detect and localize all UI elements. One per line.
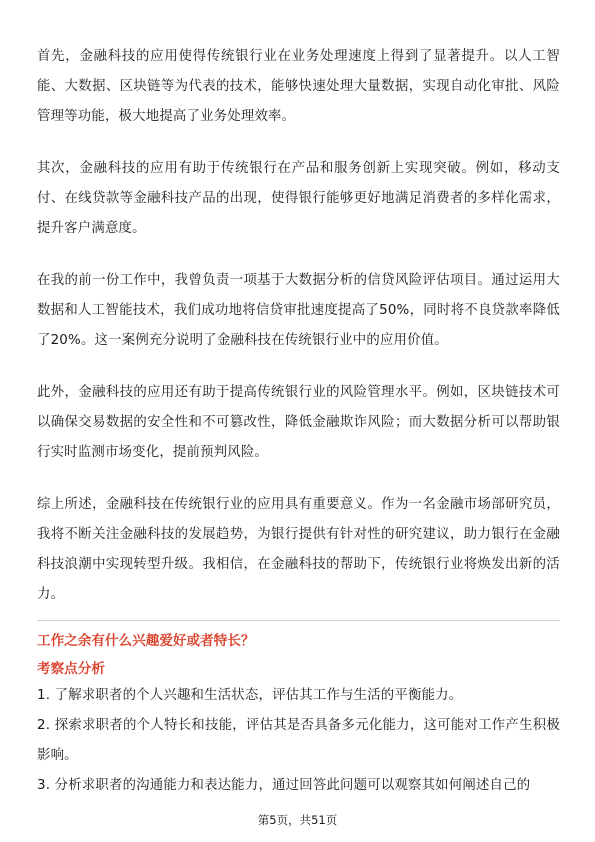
page-content	[37, 42, 560, 801]
paragraph-experience: 在我的前一份工作中，我曾负责一项基于大数据分析的信贷风险评估项目。通过运用大数据和人工智能技术，我们成功地将信贷审批速度提高了50%，同时将不良贷款率降低了20%。这一案例充分说明了金融科技在传统银行业中的应用价值。	[37, 273, 560, 348]
analysis-item: 1. 了解求职者的个人兴趣和生活状态，评估其工作与生活的平衡能力。	[37, 688, 463, 703]
page-number: 第5页，共51页	[257, 813, 338, 827]
paragraph-conclusion: 综上所述，金融科技在传统银行业的应用具有重要意义。作为一名金融市场部研究员，我将不断关注金融科技的发展趋势，为银行提供有针对性的研究建议，助力银行在金融科技浪潮中实现转型升级。我相信，在金融科技的帮助下，传统银行业将焕发出新的活力。	[37, 497, 560, 602]
paragraph-risk-management: 此外，金融科技的应用还有助于提高传统银行业的风险管理水平。例如，区块链技术可以确保交易数据的安全性和不可篡改性，降低金融欺诈风险；而大数据分析可以帮助银行实时监测市场变化，提前预判风险。	[37, 385, 560, 460]
paragraph-innovation: 其次，金融科技的应用有助于传统银行在产品和服务创新上实现突破。例如，移动支付、在线贷款等金融科技产品的出现，使得银行能够更好地满足消费者的多样化需求，提升客户满意度。	[37, 161, 560, 236]
analysis-heading: 考察点分析	[37, 661, 105, 677]
analysis-item: 3. 分析求职者的沟通能力和表达能力，通过回答此问题可以观察其如何阐述自己的	[37, 778, 531, 793]
paragraph-efficiency: 首先，金融科技的应用使得传统银行业在业务处理速度上得到了显著提升。以人工智能、大数据、区块链等为代表的技术，能够快速处理大量数据，实现自动化审批、风险管理等功能，极大地提高了业务处理效率。	[37, 49, 560, 124]
section-divider	[37, 620, 560, 621]
interview-question: 工作之余有什么兴趣爱好或者特长？	[37, 633, 255, 649]
analysis-list	[37, 681, 560, 801]
analysis-item: 2. 探索求职者的个人特长和技能，评估其是否具备多元化能力，这可能对工作产生积极影响。	[37, 718, 560, 763]
